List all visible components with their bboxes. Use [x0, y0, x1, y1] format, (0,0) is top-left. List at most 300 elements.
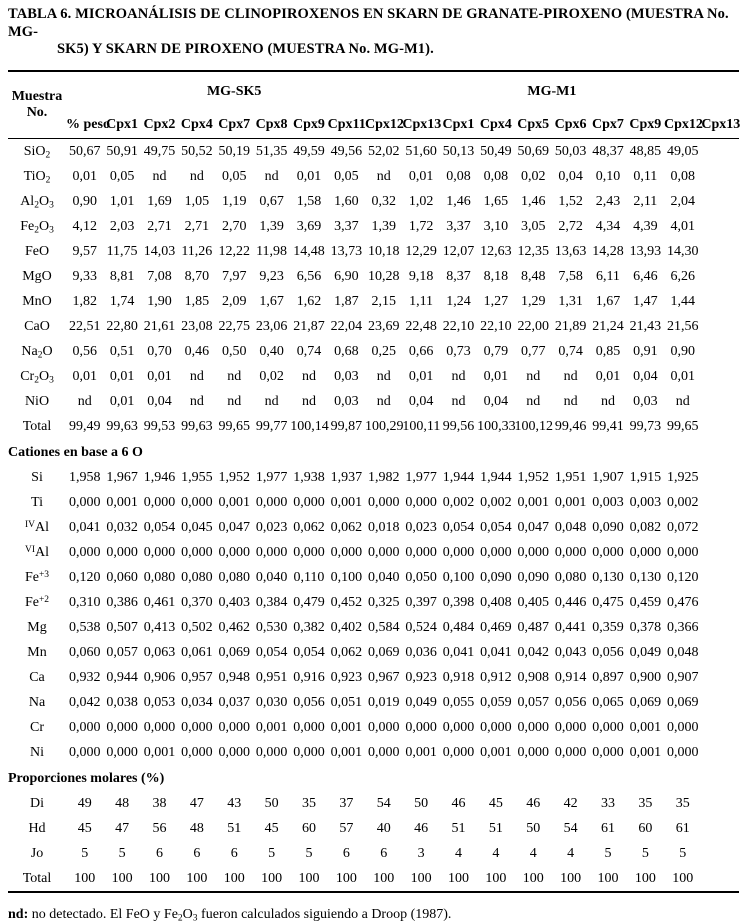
cell-value: 0,030 [255, 694, 288, 710]
cell-value: 0,062 [293, 519, 325, 535]
cell-value: 4,39 [633, 218, 658, 234]
cell-value: 0,100 [330, 569, 363, 585]
cell-value: 7,97 [221, 268, 247, 284]
cell-value: 0,000 [293, 544, 325, 560]
cell-value: 12,35 [517, 243, 549, 259]
cell-value: 1,52 [558, 193, 583, 209]
column-header-cpx7: Cpx7 [591, 117, 624, 132]
row-label: Na [28, 694, 46, 710]
cell-value: 0,037 [218, 694, 250, 710]
cell-value: 0,000 [68, 719, 101, 735]
cell-value: 0,85 [595, 343, 621, 359]
cell-value: 0,475 [592, 594, 624, 610]
cell-value: 2,11 [633, 193, 658, 209]
cell-value: 12,63 [480, 243, 512, 259]
cell-value: 0,049 [629, 644, 662, 660]
cell-value: 10,28 [367, 268, 400, 284]
cell-value: nd [227, 393, 242, 409]
cell-value: 0,461 [143, 594, 176, 610]
table-row [8, 239, 739, 264]
cell-value: 1,907 [592, 469, 624, 485]
cell-value: 35 [675, 795, 690, 811]
cell-value: 0,378 [629, 619, 662, 635]
cell-value: 0,51 [109, 343, 135, 359]
cell-value: nd [264, 393, 279, 409]
cell-value: 100 [298, 870, 320, 886]
cell-value: 1,87 [334, 293, 359, 309]
cell-value: 0,912 [480, 669, 512, 685]
cell-value: 0,060 [68, 644, 101, 660]
cell-value: 11,98 [256, 243, 288, 259]
cell-value: 1,938 [293, 469, 325, 485]
table-row [8, 389, 739, 414]
cell-value: 47 [115, 820, 130, 836]
cell-value: 21,87 [293, 318, 325, 334]
cell-value: 37 [339, 795, 354, 811]
cell-value: 100 [410, 870, 432, 886]
cell-value: nd [152, 168, 167, 184]
cell-value: 0,002 [442, 494, 475, 510]
cell-value: 0,08 [670, 168, 695, 184]
cell-value: 0,967 [367, 669, 400, 685]
cell-value: 0,041 [480, 644, 512, 660]
cell-value: 22,48 [405, 318, 437, 334]
cell-value: 22,80 [106, 318, 138, 334]
footnote [8, 906, 739, 923]
cell-value: 100 [522, 870, 544, 886]
table-row [8, 565, 739, 590]
cell-value: 1,19 [221, 193, 247, 209]
cell-value: nd [526, 393, 541, 409]
cell-value: 0,000 [143, 494, 176, 510]
row-label: $Al_2O_3$ [20, 193, 54, 210]
cell-value: 0,408 [480, 594, 512, 610]
cell-value: 100 [111, 870, 133, 886]
cell-value: 8,37 [446, 268, 471, 284]
cell-value: 1,46 [446, 193, 471, 209]
cell-value: 57 [339, 820, 354, 836]
cell-value: 0,090 [480, 569, 512, 585]
cell-value: 21,61 [143, 318, 176, 334]
cell-value: 1,82 [72, 293, 97, 309]
row-label: Ca [29, 669, 45, 685]
cell-value: 50,67 [68, 143, 101, 159]
cell-value: 1,977 [405, 469, 437, 485]
table-row [8, 590, 739, 615]
cell-value: 0,042 [68, 694, 101, 710]
cell-value: 0,000 [181, 719, 213, 735]
cell-value: 12,22 [218, 243, 250, 259]
cell-value: 45 [488, 795, 503, 811]
cell-value: 0,054 [143, 519, 176, 535]
cell-value: 1,01 [109, 193, 135, 209]
cell-value: 49,56 [330, 143, 363, 159]
cell-value: 0,042 [517, 644, 549, 660]
cell-value: 1,944 [480, 469, 512, 485]
cell-value: nd [189, 368, 204, 384]
cell-value: 0,110 [293, 569, 325, 585]
cell-value: 2,70 [221, 218, 247, 234]
cell-value: 2,15 [371, 293, 396, 309]
cell-value: 8,48 [520, 268, 546, 284]
cell-value: 100 [261, 870, 283, 886]
cell-value: nd [301, 393, 316, 409]
cell-value: 0,79 [483, 343, 509, 359]
cell-value: 0,003 [592, 494, 624, 510]
cell-value: 0,476 [666, 594, 699, 610]
cell-value: 0,908 [517, 669, 549, 685]
cell-value: 0,01 [109, 393, 135, 409]
cell-value: 0,40 [259, 343, 284, 359]
cell-value: 0,056 [554, 694, 587, 710]
cell-value: 0,048 [554, 519, 587, 535]
column-header-cpx12: Cpx12 [365, 117, 404, 132]
cell-value: 0,130 [592, 569, 624, 585]
cell-value: 3 [417, 845, 425, 861]
cell-value: nd [264, 168, 279, 184]
cell-value: nd [675, 393, 690, 409]
cell-value: 0,452 [330, 594, 363, 610]
cell-value: 61 [675, 820, 690, 836]
cell-value: 0,049 [405, 694, 437, 710]
cell-value: 22,10 [480, 318, 512, 334]
cell-value: 5 [81, 845, 89, 861]
column-header-cpx1: Cpx1 [106, 117, 139, 132]
cell-value: 0,000 [442, 544, 475, 560]
cell-value: 11,75 [106, 243, 138, 259]
row-label: Jo [30, 845, 44, 861]
cell-value: 1,11 [409, 293, 434, 309]
cell-value: 49,75 [143, 143, 176, 159]
cell-value: 50 [414, 795, 429, 811]
cell-value: 0,01 [595, 368, 621, 384]
cell-value: 0,054 [480, 519, 512, 535]
cell-value: 0,386 [106, 594, 138, 610]
cell-value: 0,370 [181, 594, 213, 610]
cell-value: 0,001 [255, 719, 288, 735]
cell-value: 0,032 [106, 519, 138, 535]
table-row [8, 640, 739, 665]
cell-value: 1,72 [408, 218, 434, 234]
cell-value: 99,53 [143, 418, 176, 434]
cell-value: 0,061 [181, 644, 213, 660]
cell-value: 4 [454, 845, 462, 861]
cell-value: 0,90 [72, 193, 97, 209]
cell-value: 0,04 [558, 168, 583, 184]
cell-value: 22,75 [218, 318, 250, 334]
cell-value: 7,08 [147, 268, 172, 284]
cell-value: 0,000 [442, 719, 475, 735]
table-title-line-1: TABLA 6. MICROANÁLISIS DE CLINOPIROXENOS EN SKARN DE GRANATE-PIROXENO (MUESTRA No. MG- [8, 6, 729, 40]
cell-value: 0,002 [480, 494, 512, 510]
cell-value: 21,43 [629, 318, 662, 334]
cell-value: 48 [115, 795, 130, 811]
cell-value: 0,051 [330, 694, 363, 710]
cell-value: 0,538 [68, 619, 101, 635]
cell-value: 4,01 [670, 218, 695, 234]
cell-value: 6,11 [595, 268, 620, 284]
cell-value: 0,000 [367, 744, 400, 760]
cell-value: 0,05 [109, 168, 135, 184]
column-header-cpx1: Cpx1 [442, 117, 475, 132]
cell-value: 0,01 [408, 368, 434, 384]
cell-value: 0,000 [106, 719, 138, 735]
cell-value: 100 [223, 870, 245, 886]
row-label: Si [31, 469, 43, 485]
cell-value: 0,057 [106, 644, 138, 660]
table-row [8, 138, 739, 164]
sample-group-header-mg-sk5: MG-SK5 [206, 84, 262, 99]
cell-value: 0,000 [666, 719, 699, 735]
table-row [8, 615, 739, 640]
row-label: Total [22, 870, 52, 886]
cell-value: 1,74 [109, 293, 135, 309]
cell-value: 1,05 [184, 193, 210, 209]
row-label: Mg [27, 619, 47, 635]
cell-value: 8,70 [184, 268, 210, 284]
cell-value: 0,67 [259, 193, 284, 209]
cell-value: 49 [77, 795, 92, 811]
cell-value: 0,002 [666, 494, 699, 510]
cell-value: 50,49 [480, 143, 512, 159]
column-header-cpx9: Cpx9 [629, 117, 662, 132]
cell-value: 50,91 [106, 143, 138, 159]
cell-value: 0,56 [72, 343, 97, 359]
cell-value: 0,038 [106, 694, 138, 710]
cell-value: 0,000 [554, 744, 587, 760]
cell-value: 51,60 [405, 143, 437, 159]
cell-value: 0,000 [592, 544, 624, 560]
table-row [8, 289, 739, 314]
cell-value: 47 [189, 795, 204, 811]
cell-value: 49,59 [293, 143, 325, 159]
cell-value: 0,001 [330, 719, 363, 735]
cell-value: 1,31 [558, 293, 583, 309]
cell-value: 6 [230, 845, 238, 861]
cell-value: 0,01 [296, 168, 322, 184]
cell-value: 52,02 [367, 143, 400, 159]
cell-value: 0,000 [405, 719, 437, 735]
cell-value: 60 [638, 820, 653, 836]
row-label: $Fe_2O_3$ [20, 218, 54, 235]
cell-value: 23,69 [367, 318, 400, 334]
column-header-cpx11: Cpx11 [327, 117, 366, 132]
cell-value: 0,08 [446, 168, 471, 184]
cell-value: 0,000 [480, 719, 512, 735]
cell-value: 46 [526, 795, 541, 811]
cell-value: 5 [679, 845, 687, 861]
cell-value: 56 [152, 820, 167, 836]
cell-value: 0,000 [330, 544, 363, 560]
cell-value: 0,01 [109, 368, 135, 384]
cell-value: 1,951 [554, 469, 587, 485]
cell-value: 14,48 [293, 243, 325, 259]
cell-value: 0,310 [68, 594, 101, 610]
cell-value: 9,23 [259, 268, 284, 284]
cell-value: 99,73 [629, 418, 662, 434]
cell-value: 0,25 [371, 343, 396, 359]
row-label: $^{IV}$Al [24, 519, 50, 535]
cell-value: 50,52 [181, 143, 213, 159]
column-header-cpx13: Cpx13 [402, 117, 442, 132]
cell-value: 33 [600, 795, 615, 811]
cell-value: 0,000 [68, 494, 101, 510]
cell-value: nd [77, 393, 92, 409]
cell-value: 0,08 [483, 168, 509, 184]
cell-value: 1,39 [259, 218, 284, 234]
cell-value: 4,12 [72, 218, 97, 234]
cell-value: 0,000 [666, 544, 699, 560]
cell-value: nd [189, 393, 204, 409]
cell-value: 0,907 [666, 669, 699, 685]
cell-value: 0,045 [181, 519, 213, 535]
column-header-cpx4: Cpx4 [479, 117, 512, 132]
cell-value: 0,484 [442, 619, 475, 635]
cell-value: 1,69 [147, 193, 172, 209]
cell-value: 0,70 [147, 343, 172, 359]
cell-value: 0,040 [367, 569, 400, 585]
cell-value: 0,018 [367, 519, 400, 535]
cell-value: 0,02 [259, 368, 284, 384]
cell-value: 0,68 [334, 343, 359, 359]
cell-value: 0,04 [408, 393, 434, 409]
weight-percent-header: % peso [66, 117, 110, 132]
cell-value: 0,502 [181, 619, 213, 635]
cell-value: 0,04 [483, 393, 509, 409]
cell-value: 0,01 [670, 368, 695, 384]
cell-value: 0,487 [517, 619, 549, 635]
cell-value: 0,402 [330, 619, 363, 635]
cell-value: 0,050 [405, 569, 437, 585]
table-row [8, 816, 739, 841]
cell-value: 13,93 [629, 243, 662, 259]
cell-value: 4 [567, 845, 575, 861]
cell-value: 0,914 [554, 669, 587, 685]
row-label: FeO [24, 243, 50, 259]
table-row [8, 314, 739, 339]
cell-value: 0,507 [106, 619, 138, 635]
cell-value: 2,04 [670, 193, 695, 209]
row-label: TiO$_2$ [23, 168, 51, 185]
cell-value: 5 [641, 845, 649, 861]
cell-value: 1,90 [147, 293, 172, 309]
cell-value: 51,35 [255, 143, 288, 159]
cell-value: 51 [488, 820, 503, 836]
cell-value: 0,047 [517, 519, 549, 535]
cell-value: 21,89 [554, 318, 587, 334]
cell-value: 2,71 [184, 218, 210, 234]
cell-value: 0,000 [367, 719, 400, 735]
cell-value: 0,001 [330, 494, 363, 510]
row-label: Ti [31, 494, 43, 510]
cell-value: 7,58 [558, 268, 583, 284]
cell-value: 1,44 [670, 293, 695, 309]
cell-value: 2,72 [558, 218, 583, 234]
cell-value: 0,359 [592, 619, 624, 635]
cell-value: 0,403 [218, 594, 250, 610]
cell-value: 0,405 [517, 594, 549, 610]
cell-value: 22,51 [68, 318, 101, 334]
cell-value: 0,000 [68, 744, 101, 760]
cell-value: 13,73 [330, 243, 363, 259]
cell-value: 0,120 [68, 569, 101, 585]
cell-value: 0,090 [592, 519, 624, 535]
cell-value: 0,000 [480, 544, 512, 560]
cell-value: 1,946 [143, 469, 176, 485]
cell-value: 12,29 [405, 243, 437, 259]
cell-value: 6,56 [296, 268, 322, 284]
cell-value: 0,10 [595, 168, 621, 184]
cell-value: 0,000 [143, 544, 176, 560]
cell-value: 0,041 [68, 519, 101, 535]
cell-value: 1,977 [255, 469, 288, 485]
cell-value: 0,056 [592, 644, 624, 660]
cell-value: 0,000 [218, 719, 250, 735]
cell-value: nd [451, 368, 466, 384]
cell-value: 54 [563, 820, 578, 836]
cell-value: 3,37 [334, 218, 359, 234]
cell-value: 0,413 [143, 619, 176, 635]
cell-value: nd [600, 393, 615, 409]
row-label: $Fe^{+3}$ [24, 569, 50, 585]
cell-value: 45 [264, 820, 279, 836]
cell-value: 1,952 [517, 469, 549, 485]
cell-value: 0,897 [592, 669, 624, 685]
cell-value: 100 [335, 870, 357, 886]
cell-value: 10,18 [367, 243, 400, 259]
cell-value: 5 [118, 845, 126, 861]
cell-value: 0,080 [218, 569, 250, 585]
cell-value: 0,053 [143, 694, 176, 710]
cell-value: 99,41 [592, 418, 624, 434]
cell-value: 14,03 [143, 243, 176, 259]
row-label: Ni [30, 744, 44, 760]
row-label: $^{VI}$Al [24, 544, 50, 560]
cell-value: 0,060 [106, 569, 138, 585]
cell-value: 100,12 [514, 418, 553, 434]
row-label: Hd [28, 820, 46, 836]
header-group-row [8, 71, 739, 112]
cell-value: 0,041 [442, 644, 475, 660]
cell-value: 0,000 [293, 744, 325, 760]
cell-value: 0,054 [442, 519, 475, 535]
table-row [8, 214, 739, 239]
row-label: MnO [22, 293, 52, 309]
cell-value: 14,28 [592, 243, 624, 259]
cell-value: 49,05 [666, 143, 699, 159]
cell-value: 9,57 [72, 243, 97, 259]
cell-value: 4 [492, 845, 500, 861]
corner-header-muestra-no: Muestra No. [11, 88, 63, 120]
cell-value: 22,04 [330, 318, 363, 334]
table-row [8, 841, 739, 866]
cell-value: 0,74 [558, 343, 583, 359]
cell-value: 46 [414, 820, 429, 836]
cell-value: 2,03 [109, 218, 135, 234]
cell-value: 1,958 [68, 469, 101, 485]
cell-value: 0,382 [293, 619, 325, 635]
cell-value: 51 [227, 820, 242, 836]
table-row [8, 264, 739, 289]
section-heading: Cationes en base a 6 O [8, 444, 143, 460]
cell-value: 0,397 [405, 594, 437, 610]
cell-value: 0,916 [293, 669, 325, 685]
cell-value: 0,000 [666, 744, 699, 760]
column-header-cpx4: Cpx4 [180, 117, 213, 132]
cell-value: 0,02 [520, 168, 546, 184]
cell-value: 50,19 [218, 143, 250, 159]
cell-value: 1,62 [296, 293, 322, 309]
